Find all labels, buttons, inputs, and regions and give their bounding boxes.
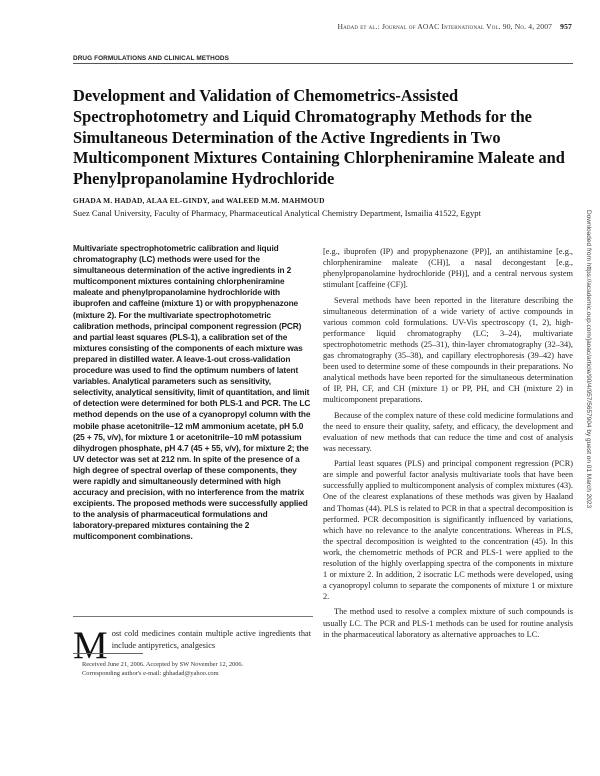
introduction-text: ost cold medicines contain multiple active ingredients that include antipyretics, analgesics xyxy=(111,629,311,650)
received-note: Received June 21, 2006. Accepted by SW November 12, 2006. xyxy=(82,661,244,668)
section-label: DRUG FORMULATIONS AND CLINICAL METHODS xyxy=(73,55,229,62)
corresponding-author-note: Corresponding author's e-mail: ghhadad@yahoo.com xyxy=(82,670,219,678)
drop-cap: M xyxy=(73,624,108,667)
section-divider xyxy=(73,63,573,64)
affiliation: Suez Canal University, Faculty of Pharmacy, Pharmaceutical Analytical Chemistry Department, Ismailia 41522, Egypt xyxy=(73,208,481,218)
page-number: 957 xyxy=(560,22,572,31)
abstract: Multivariate spectrophotometric calibration and liquid chromatography (LC) methods were used for the simultaneous determination of the active ingredients in 2 multicomponent mixtures containing chlorpheniramine maleate and phenylpropanolamine hydrochloride with ibuprofen and caffeine (mixture 1) or with propyphenazone (mixture 2). For the multivariate spectrophotometric calibration methods, principal component regression (PCR) and partial least squares (PLS-1), a calibration set of the mixtures consisting of the components of each mixture was prepared in distilled water. A leave-1-out cross-validation procedure was used to find the optimum numbers of latent variables. Analytical parameters such as sensitivity, selectivity, analytical sensitivity, limit of quantitation, and limit of detection were determined for both PLS-1 and PCR. The LC method depends on the use of a cyanopropyl column with the mobile phase acetonitrile–12 mM ammonium acetate, pH 5.0 (25 + 75, v/v), for mixture 1 or acetonitrile–10 mM potassium dihydrogen phosphate, pH 4.7 (45 + 55, v/v), for mixture 2; the UV detector was set at 212 nm. In spite of the presence of a high degree of spectral overlap of these components, they were rapidly and simultaneously determined with high accuracy and precision, with no interference from the matrix excipients. The proposed methods were successfully applied to the analysis of pharmaceutical formulations and laboratory-prepared mixtures containing the 2 multicomponent combinations. xyxy=(73,243,311,542)
running-head xyxy=(300,22,572,31)
paragraph: Partial least squares (PLS) and principal component regression (PCR) are simple and powerful factor analysis multivariate tools that have been successfully applied to multicomponent analysis of complex mixtures (43). One of the clearest explanations of these methods was given by Haaland and Thomas (44). PLS is related to PCR in that a spectral decomposition is performed. PCR decomposition is significantly influenced by variations, which have no relevance to the analyte concentrations. Whereas in PLS, the spectral decomposition is weighted to the concentration (45). In this work, the chemometric methods of PCR and PLS-1 were applied to the resolution of the highly overlapping spectra of the components in mixture 1 or mixture 2. In addition, 2 isocratic LC methods were developed, using a cyanopropyl column to separate the components of mixture 1 or mixture 2. xyxy=(323,459,573,601)
paragraph: The method used to resolve a complex mixture of such compounds is usually LC. The PCR and PLS-1 methods can be used for routine analysis in the pharmaceutical laboratory as alternative approaches to LC. xyxy=(323,607,573,639)
author-list: GHADA M. HADAD, ALAA EL-GINDY, and WALEED M.M. MAHMOUD xyxy=(73,196,325,205)
article-title: Development and Validation of Chemometrics-Assisted Spectrophotometry and Liquid Chromatography Methods for the Simultaneous Determination of the Active Ingredients in Two Multicomponent Mixtures Containing Chlorpheniramine Maleate and Phenylpropanolamine Hydrochloride xyxy=(73,86,565,189)
paragraph: Because of the complex nature of these cold medicine formulations and the need to ensure their quality, safety, and efficacy, the development and evaluation of new methods that can reduce the time and cost of analysis was necessary. xyxy=(323,410,573,453)
right-column xyxy=(323,246,573,644)
abstract-divider xyxy=(73,616,313,617)
footnote-divider xyxy=(73,653,143,654)
running-head-text: Hadad et al.: Journal of AOAC International Vol. 90, No. 4, 2007 xyxy=(337,22,553,31)
paragraph: [e.g., ibuprofen (IP) and propyphenazone (PP)], an antihistamine [e.g., chlorpheniramine maleate (CH)], a nasal decongestant [e.g., phenylpropanolamine hydrochloride (PH)], and a central nervous system stimulant [caffeine (CF)]. xyxy=(323,247,573,290)
paragraph: Several methods have been reported in the literature describing the simultaneous determination of a wide variety of active compounds in various common cold formulations. UV-Vis spectroscopy (1, 2), high-performance liquid chromatography (LC; 3–24), multivariate spectrophotometric methods (25–31), thin-layer chromatography (32–34), gas chromatography (35–38), and capillary electrophoresis (39–42) have been used to determine some of these compounds in their preparations. No analytical methods have been reported for the simultaneous determination of IP, PH, CF, and CH (mixture 1) or PP, PH, and CH (mixture 2) in multicomponent preparations. xyxy=(323,295,573,405)
footnotes xyxy=(82,660,312,679)
download-watermark xyxy=(585,210,593,770)
download-watermark-text: Downloaded from https://academic.oup.com/jaoac/article/90/4/957/5657904 by guest on 01 March 2023 xyxy=(585,210,592,509)
